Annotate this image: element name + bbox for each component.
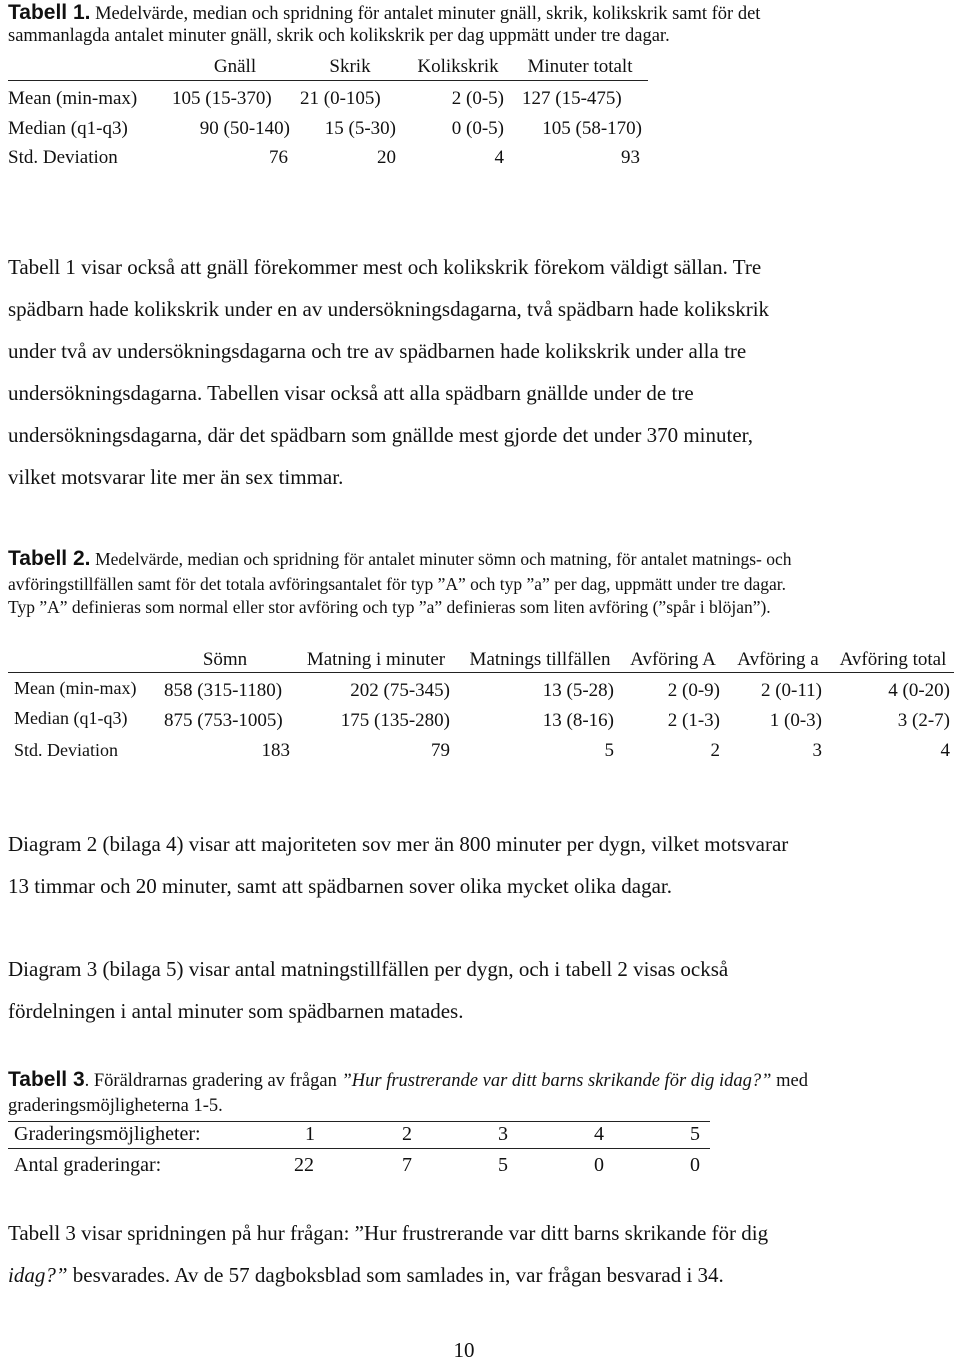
- table2-cell: 875 (753-1005): [164, 710, 283, 731]
- table2-cell: 2 (1-3): [667, 710, 720, 731]
- table1-caption-line1: Medelvärde, median och spridning för antalet minuter gnäll, skrik, kolikskrik samt för det: [95, 4, 761, 24]
- table2-header: Matning i minuter: [306, 649, 446, 670]
- paragraph-italic: idag?”: [8, 1263, 68, 1287]
- table1-caption-line2: sammanlagda antalet minuter gnäll, skrik och kolikskrik per dag uppmätt under tre dagar.: [8, 26, 670, 46]
- table2-header: Avföring total: [839, 649, 947, 670]
- table1-header-kolikskrik: Kolikskrik: [417, 56, 499, 77]
- paragraph-line: undersökningsdagarna, där det spädbarn som gnällde mest gjorde det under 370 minuter,: [8, 423, 754, 447]
- table1-caption-label: Tabell 1.: [8, 1, 91, 24]
- table1-cell: 105 (58-170): [542, 118, 642, 139]
- table1-header-minuter-totalt: Minuter totalt: [527, 56, 633, 77]
- paragraph-line: Diagram 2 (bilaga 4) visar att majoriteten sov mer än 800 minuter per dygn, vilket motsvarar: [8, 832, 789, 856]
- table2-caption-label: Tabell 2.: [8, 547, 91, 570]
- table1-cell: 0 (0-5): [451, 118, 504, 139]
- table2-cell: 4 (0-20): [888, 680, 950, 701]
- table2-cell: 13 (5-28): [542, 680, 614, 701]
- table2-caption: [8, 548, 792, 571]
- table1-cell: 4: [494, 147, 504, 168]
- paragraph-line: 13 timmar och 20 minuter, samt att spädbarnen sover olika mycket olika dagar.: [8, 874, 672, 898]
- table2-header: Sömn: [202, 649, 248, 670]
- table2-cell: 3 (2-7): [897, 710, 950, 731]
- table3-cell: 0: [690, 1154, 700, 1176]
- table1-cell: 90 (50-140): [199, 118, 290, 139]
- table1-row-label: Median (q1-q3): [8, 118, 128, 139]
- paragraph-line: fördelningen i antal minuter som spädbarnen matades.: [8, 999, 464, 1023]
- paragraph-line: spädbarn hade kolikskrik under en av undersökningsdagarna, två spädbarn hade kolikskrik: [8, 297, 770, 321]
- table3-cell: 22: [294, 1154, 314, 1176]
- table3-caption-end: med: [771, 1071, 808, 1091]
- table2-cell: 1 (0-3): [769, 710, 822, 731]
- table2-row-label: Std. Deviation: [14, 740, 118, 760]
- paragraph-text: besvarades. Av de 57 dagboksblad som samlades in, var frågan besvarad i 34.: [67, 1263, 724, 1287]
- table2-cell: 13 (8-16): [542, 710, 614, 731]
- table1-cell: 76: [269, 147, 288, 168]
- table2-row-label: Median (q1-q3): [14, 708, 128, 728]
- table3-cell: 3: [498, 1123, 508, 1145]
- table1-caption: [8, 2, 760, 25]
- table2-caption-line3: Typ ”A” definieras som normal eller stor avföring och typ ”a” definieras som liten avföring (”spår i blöjan”).: [8, 597, 771, 617]
- table3-cell: 4: [594, 1123, 604, 1145]
- table2-caption-line2: avföringstillfällen samt för det totala avföringsantalet för typ ”A” och typ ”a” per dag, uppmätt under tre dagar.: [8, 574, 786, 594]
- table1-cell: 127 (15-475): [522, 88, 622, 109]
- table3-row2-label: Antal graderingar:: [14, 1154, 162, 1176]
- table2-cell: 2 (0-11): [760, 680, 822, 701]
- table3-mid-rule: [8, 1148, 710, 1149]
- table2-header: Avföring A: [630, 649, 716, 670]
- table3-caption-line2: graderingsmöjligheterna 1-5.: [8, 1096, 223, 1116]
- table3-cell: 1: [305, 1123, 315, 1145]
- table2-cell: 175 (135-280): [340, 710, 450, 731]
- paragraph-line: Tabell 1 visar också att gnäll förekommer mest och kolikskrik förekom väldigt sällan. Tre: [8, 255, 762, 279]
- table3-cell: 7: [402, 1154, 412, 1176]
- paragraph-line: vilket motsvarar lite mer än sex timmar.: [8, 465, 344, 489]
- table1-cell: 93: [621, 147, 640, 168]
- table2-header-rule: [8, 672, 954, 673]
- table1-header-skrik: Skrik: [329, 56, 371, 77]
- table2-cell: 79: [431, 740, 450, 761]
- table1-header-rule: [8, 80, 648, 81]
- table1-row-label: Std. Deviation: [8, 147, 118, 168]
- paragraph-line: under två av undersökningsdagarna och tre av spädbarnen hade kolikskrik under alla tre: [8, 339, 747, 363]
- table3-row1-label: Graderingsmöjligheter:: [14, 1123, 201, 1145]
- table3-caption-question: ”Hur frustrerande var ditt barns skrikande för dig idag?”: [341, 1071, 772, 1091]
- table3-top-rule: [8, 1121, 710, 1122]
- table2-row-label: Mean (min-max): [14, 678, 137, 698]
- table2-cell: 183: [261, 740, 290, 761]
- paragraph-line: Diagram 3 (bilaga 5) visar antal matningstillfällen per dygn, och i tabell 2 visas också: [8, 957, 729, 981]
- table1-cell: 2 (0-5): [451, 88, 504, 109]
- table1-cell: 15 (5-30): [324, 118, 396, 139]
- paragraph-line: undersökningsdagarna. Tabellen visar också att alla spädbarn gnällde under de tre: [8, 381, 694, 405]
- paragraph-line: Tabell 3 visar spridningen på hur frågan: ”Hur frustrerande var ditt barns skrikande för dig: [8, 1221, 769, 1245]
- table3-cell: 5: [498, 1154, 508, 1176]
- table1-cell: 21 (0-105): [300, 88, 381, 109]
- page-number: 10: [453, 1338, 475, 1362]
- table2-header: Avföring a: [737, 649, 819, 670]
- table1-row-label: Mean (min-max): [8, 88, 138, 109]
- table2-cell: 3: [812, 740, 822, 761]
- table2-header: Matnings tillfällen: [469, 649, 611, 670]
- table3-caption: [8, 1069, 808, 1092]
- table1-cell: 20: [377, 147, 396, 168]
- table3-caption-text: . Föräldrarnas gradering av frågan: [84, 1071, 342, 1091]
- table2-cell: 202 (75-345): [350, 680, 450, 701]
- table2-cell: 2: [710, 740, 720, 761]
- table3-cell: 5: [690, 1123, 700, 1145]
- table2-cell: 858 (315-1180): [164, 680, 283, 701]
- table3-caption-label: Tabell 3: [8, 1068, 85, 1091]
- table2-cell: 5: [604, 740, 614, 761]
- table2-caption-line1: Medelvärde, median och spridning för antalet minuter sömn och matning, för antalet matnings- och: [95, 549, 792, 569]
- table2-cell: 2 (0-9): [667, 680, 720, 701]
- table3-cell: 2: [402, 1123, 412, 1145]
- table1-cell: 105 (15-370): [172, 88, 272, 109]
- paragraph-line: [8, 1263, 724, 1288]
- table1-header-gnall: Gnäll: [213, 56, 257, 77]
- table3-cell: 0: [594, 1154, 604, 1176]
- table2-cell: 4: [940, 740, 950, 761]
